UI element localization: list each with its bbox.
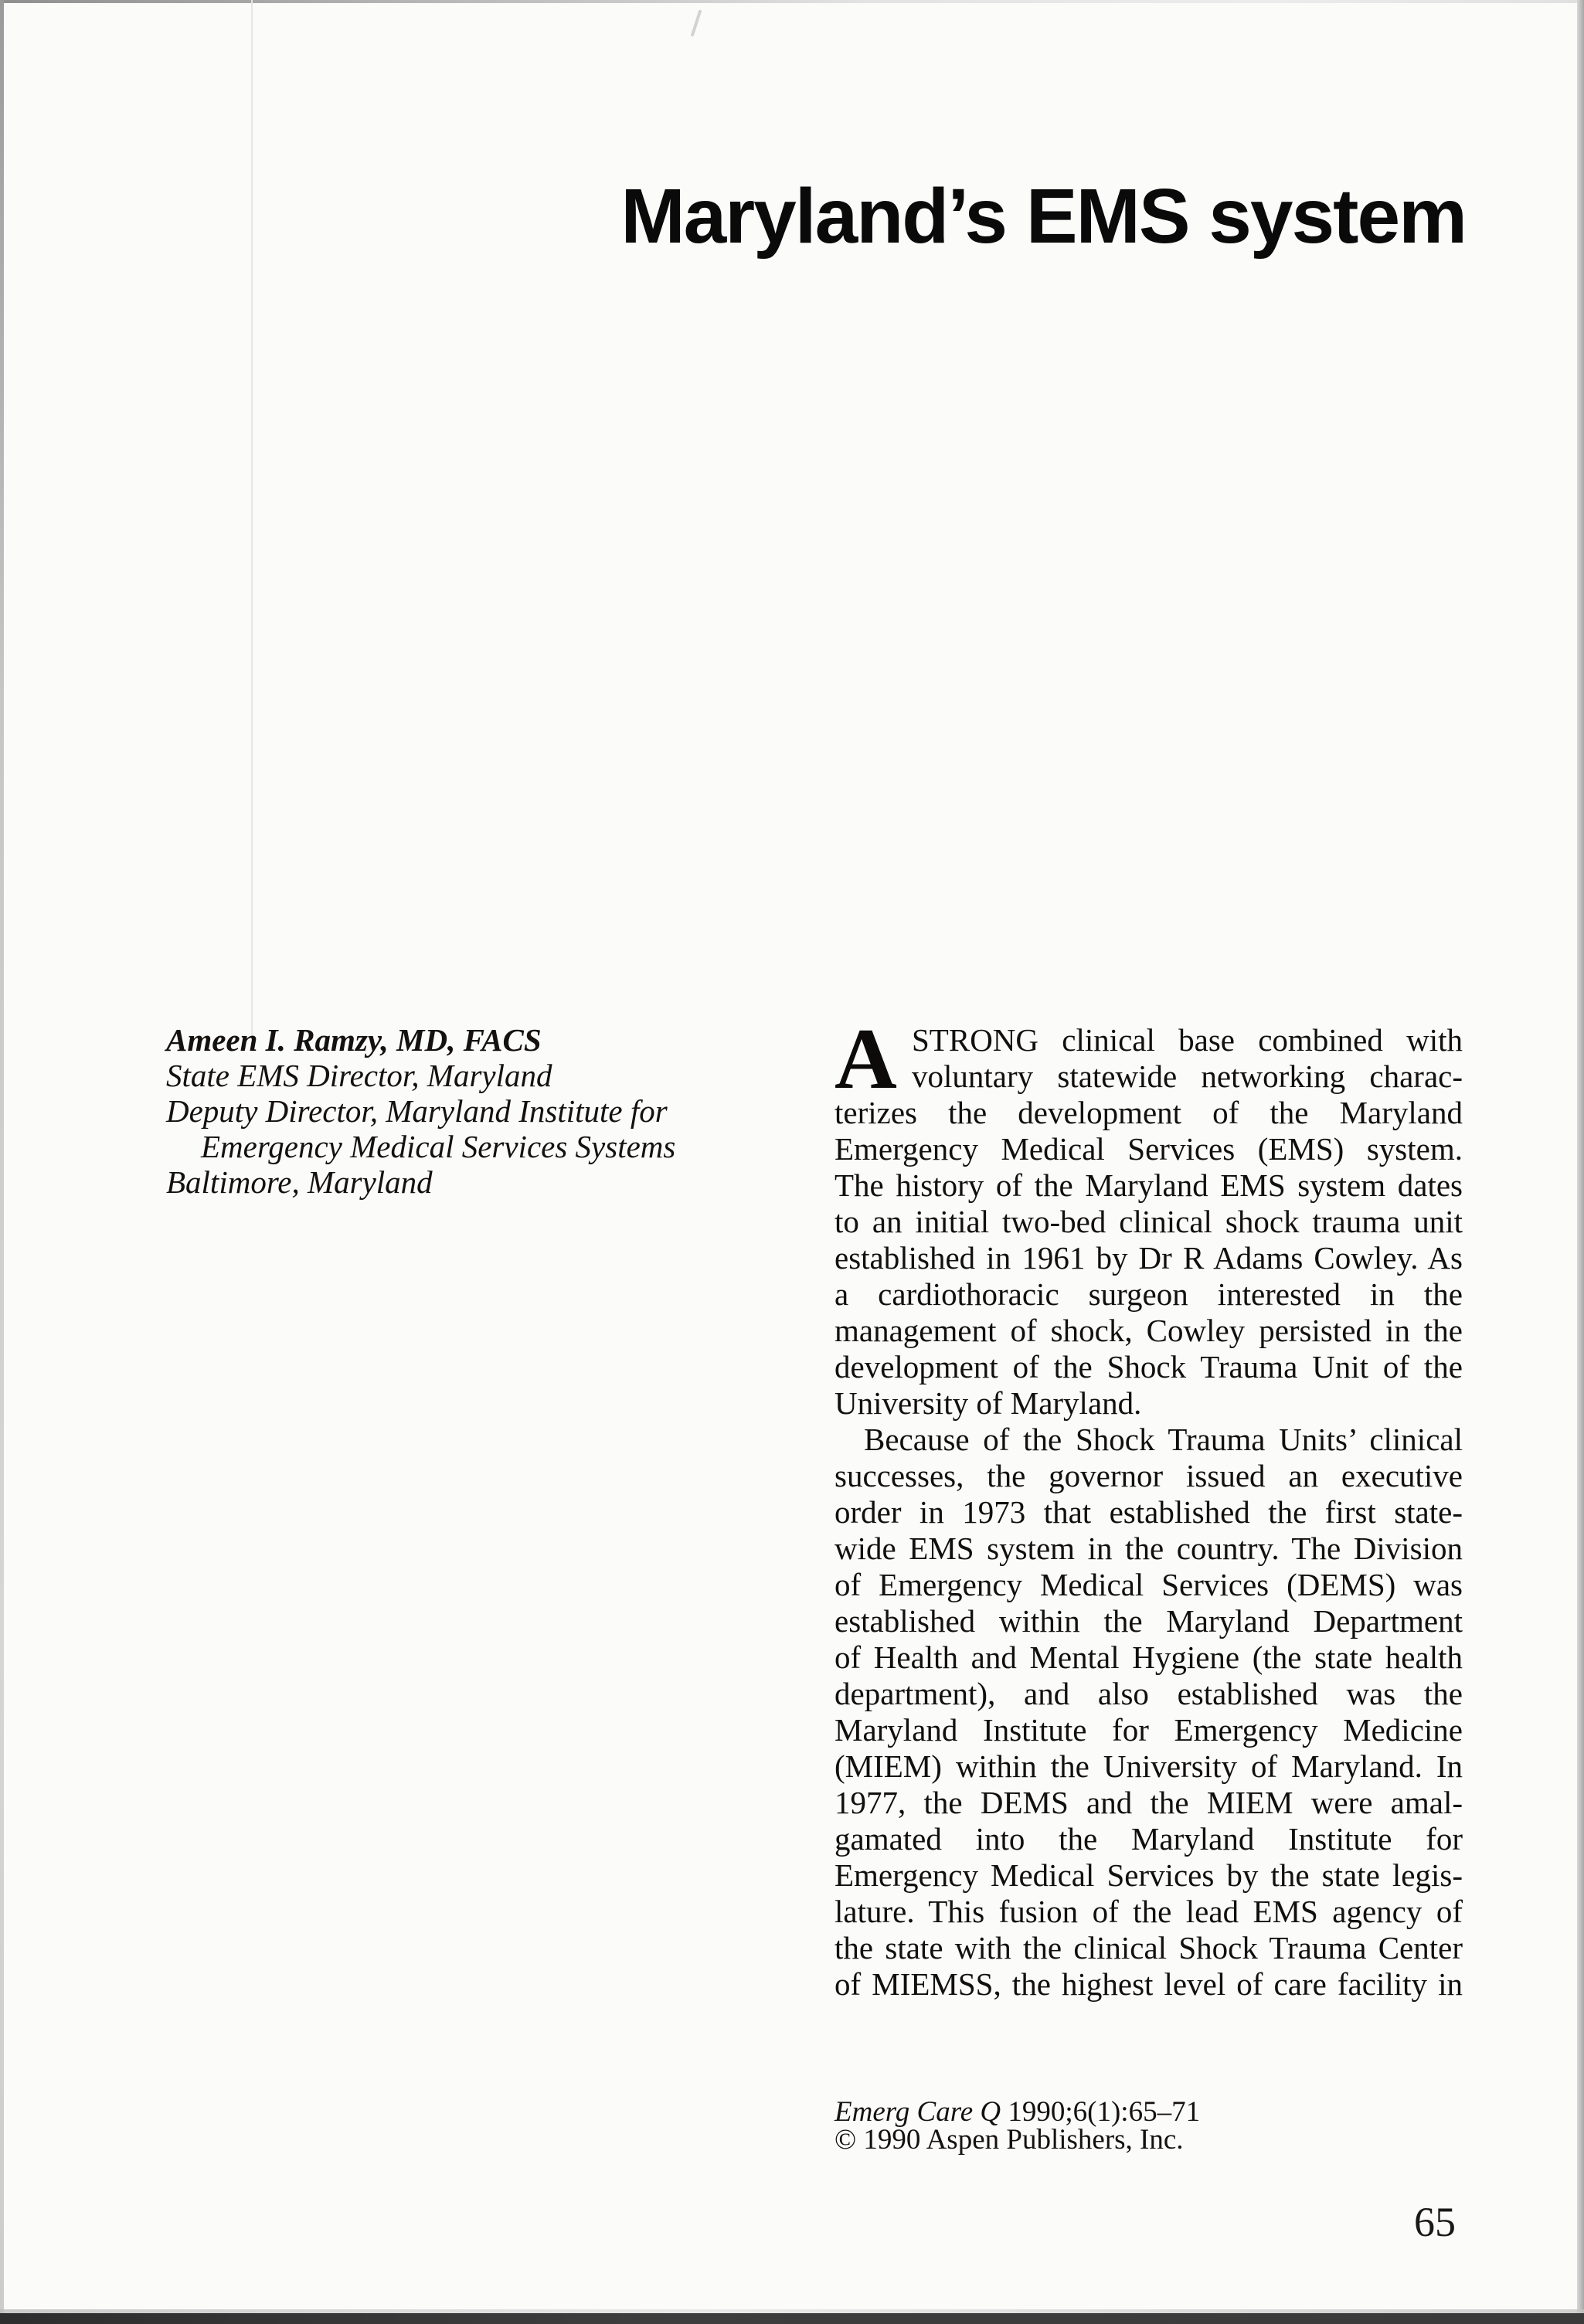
- text-line: to an initial two-bed clinical shock trauma unit: [834, 1204, 1463, 1239]
- author-block: [166, 1022, 784, 1200]
- journal-name: Emerg Care Q: [834, 2096, 1001, 2128]
- scan-edge-right: [1577, 0, 1584, 2324]
- text-line: management of shock, Cowley persisted in the: [834, 1313, 1463, 1348]
- page-number: 65: [1414, 2199, 1456, 2245]
- text-line: Baltimore, Maryland: [166, 1164, 433, 1200]
- scan-edge-left: [0, 0, 4, 2324]
- author-name: Ameen I. Ramzy, MD, FACS: [166, 1022, 542, 1058]
- text-line: order in 1973 that established the first state-: [834, 1494, 1463, 1530]
- paragraph-2: [834, 1422, 1463, 2003]
- text-line: successes, the governor issued an executive: [834, 1458, 1463, 1493]
- text-line: wide EMS system in the country. The Division: [834, 1531, 1463, 1566]
- text-line: department), and also established was the: [834, 1676, 1463, 1711]
- text-line: voluntary statewide networking charac-: [912, 1058, 1463, 1094]
- text-line: Emergency Medical Services (EMS) system.: [834, 1131, 1463, 1167]
- text-line: University of Maryland.: [834, 1385, 1142, 1421]
- article-title: Maryland’s EMS system: [620, 173, 1466, 260]
- text-line: gamated into the Maryland Institute for: [834, 1821, 1463, 1857]
- text-line: (MIEM) within the University of Maryland. In: [834, 1748, 1463, 1784]
- text-line: established within the Maryland Department: [834, 1603, 1463, 1639]
- text-line: Deputy Director, Maryland Institute for: [166, 1093, 668, 1129]
- text-line: STRONG clinical base combined with: [912, 1022, 1463, 1058]
- paragraph-1: [834, 1011, 1463, 1422]
- text-line: of Emergency Medical Services (DEMS) was: [834, 1567, 1463, 1602]
- text-line: Because of the Shock Trauma Units’ clinical: [864, 1422, 1463, 1457]
- article-body: [834, 1011, 1463, 2003]
- scan-edge-top: [0, 0, 1584, 3]
- text-line: Emergency Medical Services Systems: [201, 1129, 676, 1164]
- citation-reference: [834, 2098, 1200, 2126]
- scan-slash-mark: [691, 9, 702, 36]
- text-line: 1977, the DEMS and the MIEM were amal-: [834, 1785, 1463, 1820]
- text-line: the state with the clinical Shock Trauma Center: [834, 1930, 1463, 1966]
- text-line: Maryland Institute for Emergency Medicine: [834, 1712, 1463, 1748]
- drop-cap-letter: A: [834, 1011, 897, 1107]
- text-line: State EMS Director, Maryland: [166, 1058, 552, 1093]
- citation-volume-info: 1990;6(1):65–71: [1001, 2096, 1201, 2128]
- journal-citation: [834, 2098, 1200, 2154]
- citation-copyright: © 1990 Aspen Publishers, Inc.: [834, 2124, 1184, 2156]
- text-line: Emergency Medical Services by the state legis-: [834, 1857, 1463, 1893]
- text-line: a cardiothoracic surgeon interested in the: [834, 1276, 1463, 1312]
- scan-edge-bottom: [0, 2313, 1584, 2324]
- text-line: development of the Shock Trauma Unit of the: [834, 1349, 1463, 1385]
- text-line: lature. This fusion of the lead EMS agency of: [834, 1894, 1463, 1929]
- text-line: terizes the development of the Maryland: [834, 1095, 1463, 1130]
- text-line: The history of the Maryland EMS system dates: [834, 1167, 1463, 1203]
- text-line: of MIEMSS, the highest level of care facility in: [834, 1966, 1463, 2002]
- text-line: established in 1961 by Dr R Adams Cowley. As: [834, 1240, 1463, 1276]
- author-affiliations: [166, 1058, 784, 1200]
- text-line: of Health and Mental Hygiene (the state health: [834, 1639, 1463, 1675]
- scan-gutter-line: [251, 0, 253, 1035]
